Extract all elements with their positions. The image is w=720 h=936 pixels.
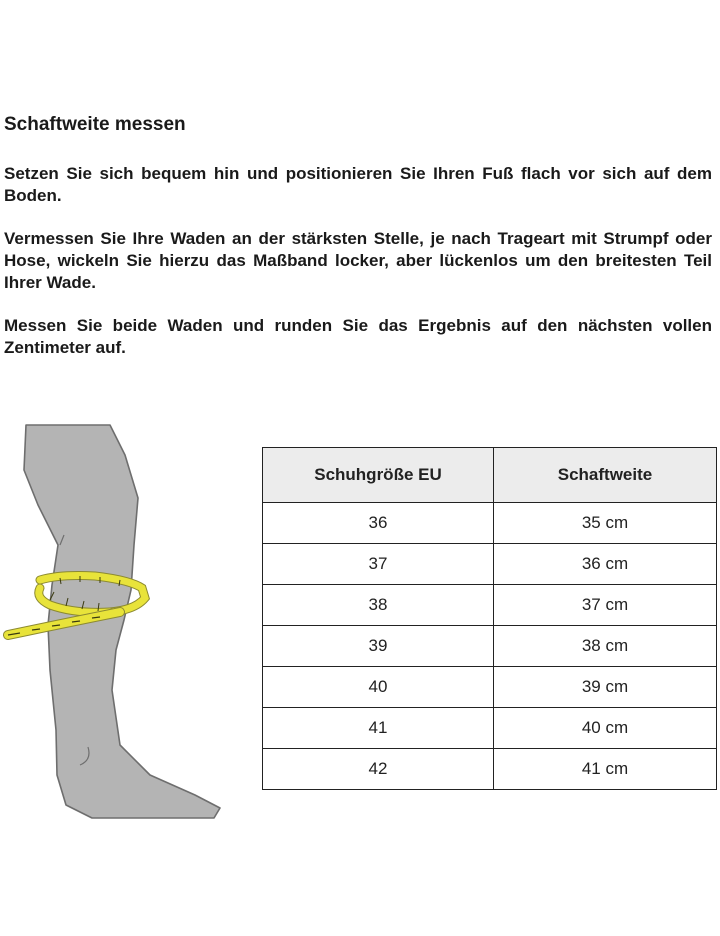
shoe-size-cell: 40 [263,667,494,708]
shaft-width-cell: 39 cm [494,667,717,708]
table-row [263,585,717,626]
shoe-size-cell: 39 [263,626,494,667]
shoe-size-cell: 36 [263,503,494,544]
instruction-paragraph-1: Setzen Sie sich bequem hin und positionieren Sie Ihren Fuß flach vor sich auf dem Boden. [4,164,712,205]
shoe-size-cell: 41 [263,708,494,749]
instruction-paragraph-3: Messen Sie beide Waden und runden Sie das Ergebnis auf den nächsten vollen Zentimeter auf. [4,316,712,357]
table-header-row [263,448,717,503]
shoe-size-cell: 38 [263,585,494,626]
shaft-width-cell: 36 cm [494,544,717,585]
column-header-shaft-width: Schaftweite [494,448,717,503]
size-table [262,447,717,790]
table-row [263,708,717,749]
column-header-shoe-size: Schuhgröße EU [263,448,494,503]
table-row [263,544,717,585]
shaft-width-cell: 41 cm [494,749,717,790]
leg-measuring-illustration [0,420,230,820]
table-row [263,749,717,790]
shoe-size-cell: 37 [263,544,494,585]
table-row [263,626,717,667]
table-row [263,667,717,708]
shaft-width-cell: 40 cm [494,708,717,749]
shaft-width-cell: 35 cm [494,503,717,544]
shaft-width-cell: 37 cm [494,585,717,626]
shoe-size-cell: 42 [263,749,494,790]
shaft-width-cell: 38 cm [494,626,717,667]
page-title: Schaftweite messen [4,114,186,135]
instruction-paragraph-2: Vermessen Sie Ihre Waden an der stärksten Stelle, je nach Trageart mit Strumpf oder Hose, wickeln Sie hierzu das Maßband locker, aber lückenlos um den breitesten Teil Ihrer Wade. [4,229,712,292]
table-row [263,503,717,544]
